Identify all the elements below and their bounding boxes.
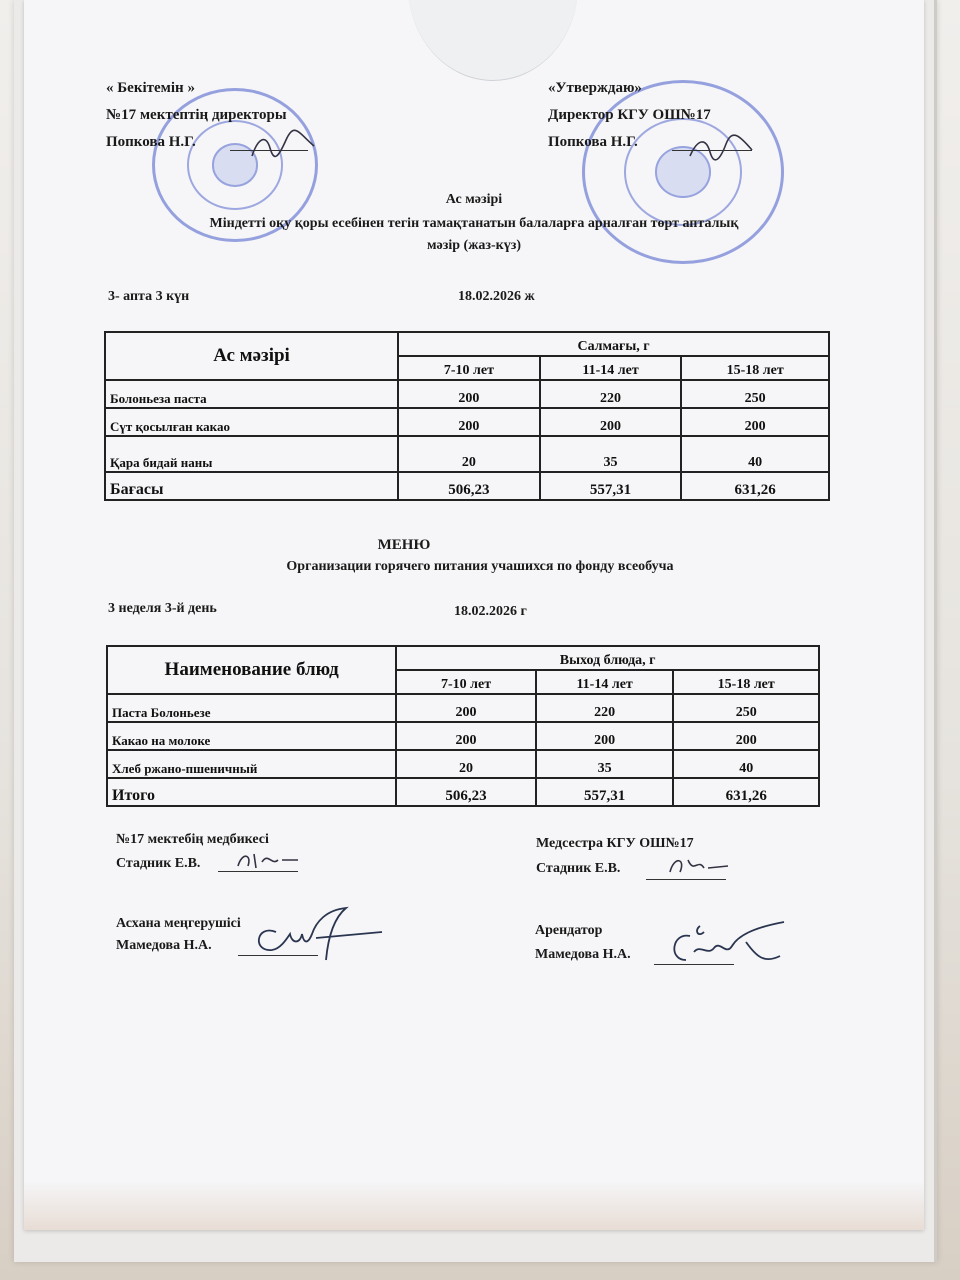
kz-week-day: 3- апта 3 күн <box>108 289 190 304</box>
dish-value: 35 <box>536 750 674 778</box>
approval-kz-label: « Бекітемін » <box>106 80 195 96</box>
dish-value: 250 <box>681 380 829 408</box>
ru-menu-table <box>106 645 820 807</box>
kz-age-col: 15-18 лет <box>681 356 829 380</box>
dish-value: 200 <box>681 408 829 436</box>
nurse-ru-name: Стадник Е.В. <box>536 861 621 876</box>
table-row <box>107 722 819 750</box>
table-row <box>107 750 819 778</box>
total-value: 506,23 <box>396 778 536 806</box>
dish-name: Паста Болоньезе <box>107 694 396 722</box>
stain <box>24 1180 924 1230</box>
ru-age-col: 11-14 лет <box>536 670 674 694</box>
tenant-ru-title: Арендатор <box>535 923 603 938</box>
table-row <box>105 436 829 472</box>
kitchen-kz-name: Мамедова Н.А. <box>116 938 212 953</box>
kz-menu-subheading-2: мәзір (жаз-күз) <box>426 238 521 253</box>
approval-ru-position: Директор КГУ ОШ№17 <box>548 107 711 123</box>
dish-value: 220 <box>536 694 674 722</box>
nurse-kz-title: №17 мектебің медбикесі <box>116 832 269 847</box>
dish-value: 200 <box>536 722 674 750</box>
dish-name: Сүт қосылған какао <box>105 408 398 436</box>
ru-menu-heading: МЕНЮ <box>377 537 431 553</box>
manager-signature-left <box>246 904 386 964</box>
kz-col-group: Салмағы, г <box>398 332 829 356</box>
table-row <box>105 408 829 436</box>
approval-ru-label: «Утверждаю» <box>548 80 642 96</box>
approval-kz-name: Попкова Н.Г. <box>106 134 196 150</box>
total-value: 506,23 <box>398 472 540 500</box>
dish-name: Болоньеза паста <box>105 380 398 408</box>
total-label: Итого <box>107 778 396 806</box>
table-row-total <box>105 472 829 500</box>
dish-value: 200 <box>396 694 536 722</box>
dish-name: Хлеб ржано-пшеничный <box>107 750 396 778</box>
nurse-signature-left <box>232 848 302 874</box>
ru-week-day: 3 неделя 3-й день <box>108 601 217 616</box>
dish-value: 200 <box>673 722 819 750</box>
director-signature-left <box>248 128 318 164</box>
total-value: 557,31 <box>540 472 682 500</box>
dish-value: 200 <box>540 408 682 436</box>
dish-value: 40 <box>681 436 829 472</box>
kz-age-col: 7-10 лет <box>398 356 540 380</box>
dish-value: 200 <box>398 408 540 436</box>
kitchen-kz-title: Асхана меңгерушісі <box>116 916 241 931</box>
total-value: 631,26 <box>681 472 829 500</box>
ru-col-dish: Наименование блюд <box>107 646 396 694</box>
kz-menu-heading: Ас мәзірі <box>445 192 503 207</box>
tenant-ru-name: Мамедова Н.А. <box>535 947 631 962</box>
total-label: Бағасы <box>105 472 398 500</box>
dish-value: 220 <box>540 380 682 408</box>
dish-value: 200 <box>396 722 536 750</box>
dish-name: Қара бидай наны <box>105 436 398 472</box>
ru-date: 18.02.2026 г <box>454 604 527 619</box>
nurse-ru-title: Медсестра КГУ ОШ№17 <box>536 836 694 851</box>
table-row <box>107 694 819 722</box>
dish-value: 250 <box>673 694 819 722</box>
director-signature-right <box>686 130 756 166</box>
ru-age-col: 7-10 лет <box>396 670 536 694</box>
nurse-kz-name: Стадник Е.В. <box>116 856 201 871</box>
ru-age-col: 15-18 лет <box>673 670 819 694</box>
dish-value: 35 <box>540 436 682 472</box>
kz-menu-subheading: Міндетті оқу қоры есебінен тегін тамақтанатын балаларға арналған төрт апталық <box>209 216 739 231</box>
tenant-signature-right <box>660 916 790 972</box>
kz-col-dish: Ас мәзірі <box>105 332 398 380</box>
dish-value: 20 <box>396 750 536 778</box>
total-value: 557,31 <box>536 778 674 806</box>
total-value: 631,26 <box>673 778 819 806</box>
kz-menu-table <box>104 331 830 501</box>
sleeve-notch <box>408 0 578 81</box>
kz-date: 18.02.2026 ж <box>458 289 535 304</box>
ru-col-group: Выход блюда, г <box>396 646 819 670</box>
dish-value: 40 <box>673 750 819 778</box>
table-row <box>105 380 829 408</box>
dish-value: 200 <box>398 380 540 408</box>
approval-ru-name: Попкова Н.Г. <box>548 134 638 150</box>
nurse-signature-right <box>664 852 734 880</box>
dish-name: Какао на молоке <box>107 722 396 750</box>
kz-age-col: 11-14 лет <box>540 356 682 380</box>
ru-menu-subheading: Организации горячего питания учашихся по фонду всеобуча <box>286 559 674 574</box>
table-row-total <box>107 778 819 806</box>
approval-kz-position: №17 мектептің директоры <box>106 107 287 123</box>
dish-value: 20 <box>398 436 540 472</box>
